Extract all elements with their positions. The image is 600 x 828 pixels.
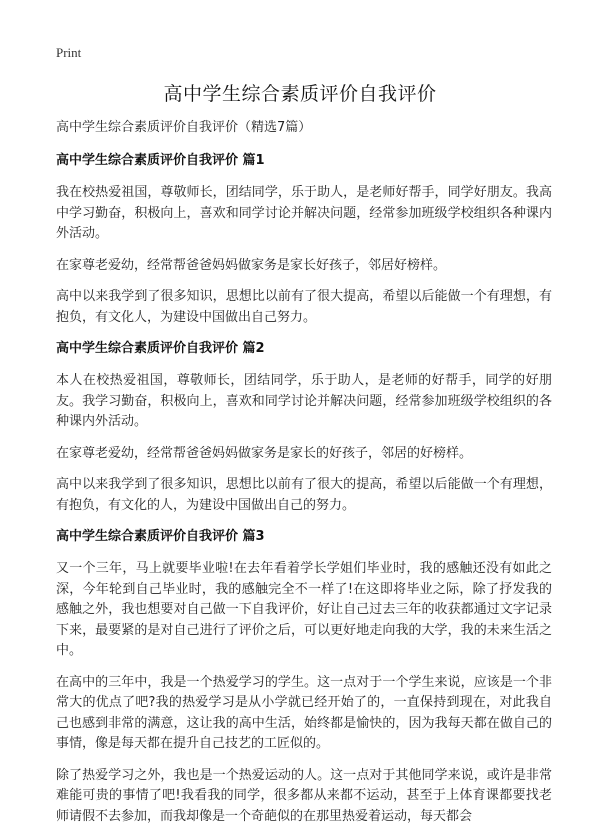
print-link[interactable]: Print [56, 45, 82, 60]
paragraph: 高中以来我学到了很多知识，思想比以前有了很大提高，希望以后能做一个有理想，有抱负，有文化人，为建设中国做出自己努力。 [56, 289, 552, 325]
section-heading: 高中学生综合素质评价自我评价 篇2 [56, 341, 265, 356]
paragraph: 又一个三年，马上就要毕业啦!在去年看着学长学姐们毕业时，我的感触还没有如此之深，今年轮到自己毕业时，我的感触完全不一样了!在这即将毕业之际，除了抒发我的感触之外，我也想要对自己做一下自我评价，好让自己过去三年的收获都通过文字记录下来，最要紧的是对自己进行了评价之后，可以更好地走向我的大学，我的未来生活之中。 [56, 561, 552, 658]
page-title: 高中学生综合素质评价自我评价 [163, 83, 437, 105]
paragraph: 在家尊老爱幼，经常帮爸爸妈妈做家务是家长的好孩子，邻居的好榜样。 [56, 445, 473, 461]
document-body [56, 118, 552, 828]
section-1 [56, 151, 552, 328]
section-heading: 高中学生综合素质评价自我评价 篇3 [56, 529, 265, 544]
paragraph: 在高中的三年中，我是一个热爱学习的学生。这一点对于一个学生来说，应该是一个非常大的优点了吧?我的热爱学习是从小学就已经开始了的，一直保持到现在，对此我自己也感到非常的满意，这让我的高中生活，始终都是愉快的，因为我每天都在做自己的事情，像是每天都在提升自己技艺的工匠似的。 [56, 674, 552, 751]
paragraph: 高中以来我学到了很多知识，思想比以前有了很大的提高，希望以后能做一个有理想，有抱负，有文化的人，为建设中国做出自己的努力。 [56, 477, 552, 513]
section-heading: 高中学生综合素质评价自我评价 篇1 [56, 153, 265, 168]
paragraph: 本人在校热爱祖国，尊敬师长，团结同学，乐于助人，是老师的好帮手，同学的好朋友。我学习勤奋，积极向上，喜欢和同学讨论并解决问题，经常参加班级学校组织的各种课内外活动。 [56, 373, 552, 429]
section-3 [56, 527, 552, 827]
document-subtitle: 高中学生综合素质评价自我评价（精选7篇） [56, 120, 312, 135]
section-2 [56, 339, 552, 516]
paragraph: 除了热爱学习之外，我也是一个热爱运动的人。这一点对于其他同学来说，或许是非常难能可贵的事情了吧!我看我的同学，很多都从来都不运动，甚至于上体育课都要找老师请假不去参加，而我却像是一个奇葩似的在那里热爱着运动，每天都会 [56, 767, 552, 824]
paragraph: 我在校热爱祖国，尊敬师长，团结同学，乐于助人，是老师好帮手，同学好朋友。我高中学习勤奋，积极向上，喜欢和同学讨论并解决问题，经常参加班级学校组织各种课内外活动。 [56, 185, 552, 241]
paragraph: 在家尊老爱幼，经常帮爸爸妈妈做家务是家长好孩子，邻居好榜样。 [56, 257, 447, 273]
